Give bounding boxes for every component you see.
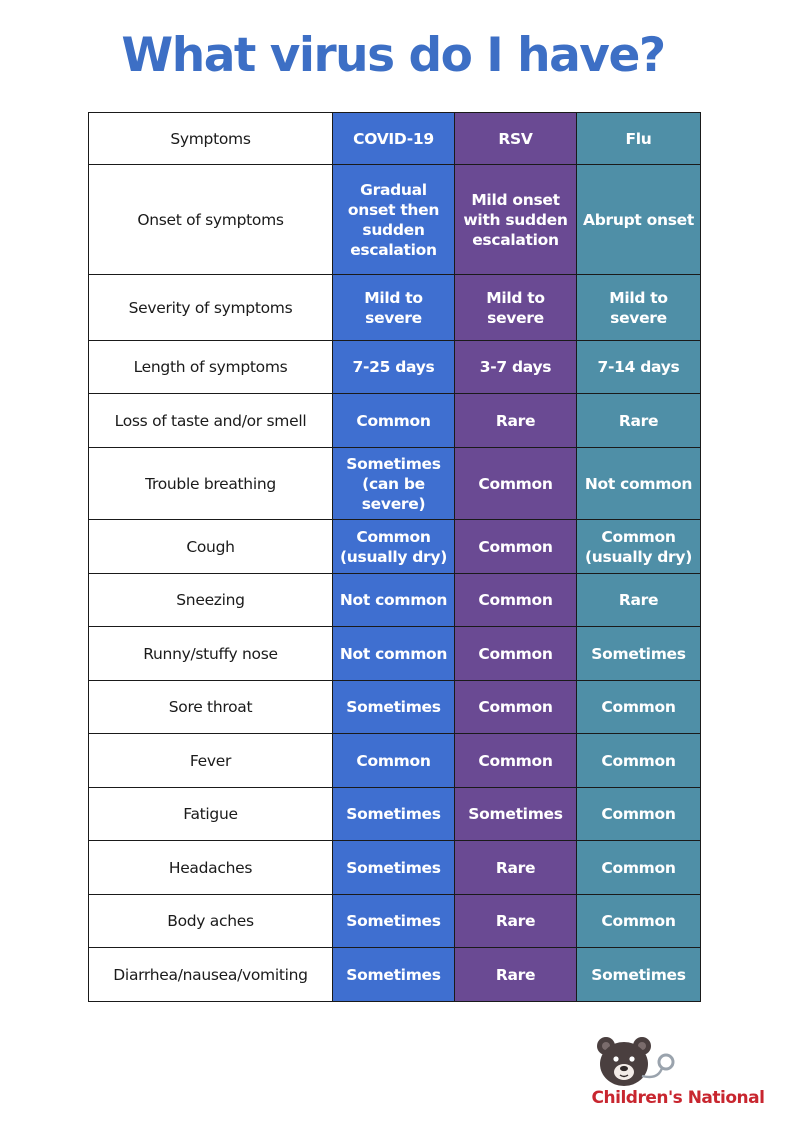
cell-flu: Common (usually dry) [577,520,701,574]
table-row [89,394,701,448]
table-row [89,948,701,1002]
cell-covid: Not common [333,574,455,627]
table-row [89,520,701,574]
table-row [89,788,701,841]
cell-flu: 7-14 days [577,341,701,394]
table-row [89,275,701,341]
virus-comparison-table [88,112,701,1002]
table-header-row [89,113,701,165]
cell-covid: Sometimes [333,681,455,734]
cell-covid: Common [333,734,455,788]
table-row [89,574,701,627]
header-rsv: RSV [455,113,577,165]
cell-rsv: Common [455,681,577,734]
cell-flu: Abrupt onset [577,165,701,275]
cell-rsv: Common [455,574,577,627]
header-covid: COVID-19 [333,113,455,165]
cell-covid: Sometimes (can be severe) [333,448,455,520]
cell-flu: Common [577,841,701,895]
table-row [89,681,701,734]
table-row [89,734,701,788]
header-symptoms: Symptoms [89,113,333,165]
cell-flu: Common [577,734,701,788]
row-label: Severity of symptoms [89,275,333,341]
table-row [89,895,701,948]
logo-wordmark: Children's National [591,1088,765,1108]
cell-covid: 7-25 days [333,341,455,394]
cell-covid: Sometimes [333,788,455,841]
table-row [89,627,701,681]
cell-rsv: Mild onset with sudden escalation [455,165,577,275]
cell-rsv: Sometimes [455,788,577,841]
cell-covid: Gradual onset then sudden escalation [333,165,455,275]
cell-flu: Mild to severe [577,275,701,341]
cell-flu: Rare [577,394,701,448]
cell-flu: Rare [577,574,701,627]
cell-flu: Common [577,681,701,734]
cell-rsv: Common [455,734,577,788]
cell-rsv: Rare [455,895,577,948]
cell-rsv: Rare [455,394,577,448]
cell-flu: Not common [577,448,701,520]
row-label: Fever [89,734,333,788]
row-label: Cough [89,520,333,574]
page-title: What virus do I have? [121,28,665,83]
cell-flu: Sometimes [577,948,701,1002]
row-label: Sore throat [89,681,333,734]
cell-flu: Common [577,788,701,841]
row-label: Body aches [89,895,333,948]
cell-covid: Sometimes [333,841,455,895]
table-row [89,165,701,275]
cell-covid: Sometimes [333,948,455,1002]
row-label: Loss of taste and/or smell [89,394,333,448]
cell-covid: Mild to severe [333,275,455,341]
row-label: Trouble breathing [89,448,333,520]
cell-covid: Common (usually dry) [333,520,455,574]
row-label: Onset of symptoms [89,165,333,275]
cell-rsv: Common [455,627,577,681]
row-label: Length of symptoms [89,341,333,394]
row-label: Sneezing [89,574,333,627]
cell-rsv: Mild to severe [455,275,577,341]
cell-flu: Common [577,895,701,948]
table-row [89,341,701,394]
cell-rsv: Rare [455,841,577,895]
table-row [89,841,701,895]
cell-rsv: Common [455,520,577,574]
row-label: Runny/stuffy nose [89,627,333,681]
cell-flu: Sometimes [577,627,701,681]
header-flu: Flu [577,113,701,165]
row-label: Fatigue [89,788,333,841]
cell-rsv: Rare [455,948,577,1002]
row-label: Diarrhea/nausea/vomiting [89,948,333,1002]
row-label: Headaches [89,841,333,895]
cell-covid: Not common [333,627,455,681]
cell-covid: Sometimes [333,895,455,948]
table-row [89,448,701,520]
childrens-national-logo [578,1030,778,1120]
bear-stethoscope-icon [584,1032,684,1090]
cell-rsv: Common [455,448,577,520]
cell-rsv: 3-7 days [455,341,577,394]
cell-covid: Common [333,394,455,448]
